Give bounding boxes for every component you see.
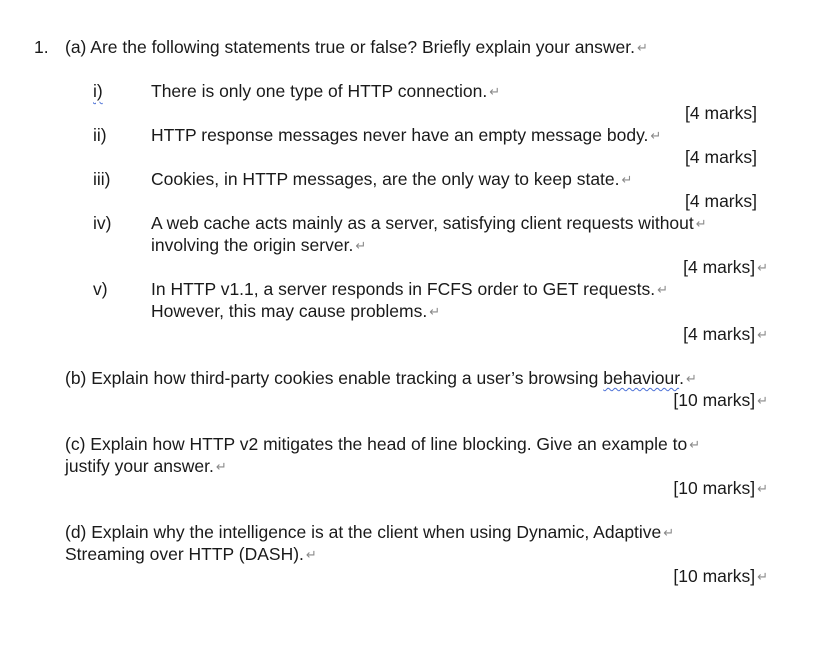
paragraph-mark-icon: ↵ xyxy=(757,481,768,496)
item-marks-ii: [4 marks] xyxy=(685,147,757,167)
part-d-line1: (d) Explain why the intelligence is at the client when using Dynamic, Adaptive ↵ xyxy=(65,522,675,542)
item-marks-iii: [4 marks] xyxy=(685,191,757,211)
item-text-ii: HTTP response messages never have an empty message body. ↵ xyxy=(151,125,662,145)
paragraph-mark-icon: ↵ xyxy=(663,525,675,540)
part-d-line2: Streaming over HTTP (DASH). ↵ xyxy=(65,544,317,564)
part-b-text: (b) Explain how third-party cookies enable tracking a user’s browsing behaviour. ↵ xyxy=(65,368,697,388)
paragraph-mark-icon: ↵ xyxy=(215,459,227,474)
paragraph-mark-icon: ↵ xyxy=(757,260,768,275)
item-index-iv: iv) xyxy=(93,213,112,233)
paragraph-mark-icon: ↵ xyxy=(637,40,648,55)
part-d-marks: [10 marks] ↵ xyxy=(673,566,768,586)
item-marks-v: [4 marks] ↵ xyxy=(683,324,768,344)
item-text-i: There is only one type of HTTP connection. ↵ xyxy=(151,81,501,101)
item-text-v-line2: However, this may cause problems. ↵ xyxy=(151,301,441,321)
item-index-iii: iii) xyxy=(93,169,111,189)
paragraph-mark-icon: ↵ xyxy=(650,128,662,143)
paragraph-mark-icon: ↵ xyxy=(695,216,707,231)
question-number: 1. xyxy=(34,37,49,57)
paragraph-mark-icon: ↵ xyxy=(689,437,701,452)
paragraph-mark-icon: ↵ xyxy=(657,282,669,297)
paragraph-mark-icon: ↵ xyxy=(757,327,768,342)
paragraph-mark-icon: ↵ xyxy=(686,371,697,386)
part-b-marks: [10 marks] ↵ xyxy=(673,390,768,410)
item-marks-i: [4 marks] xyxy=(685,103,757,123)
paragraph-mark-icon: ↵ xyxy=(429,304,441,319)
part-c-marks: [10 marks] ↵ xyxy=(673,478,768,498)
paragraph-mark-icon: ↵ xyxy=(757,393,768,408)
paragraph-mark-icon: ↵ xyxy=(355,238,367,253)
item-index-ii: ii) xyxy=(93,125,107,145)
part-c-line2: justify your answer. ↵ xyxy=(65,456,227,476)
item-text-iv-line2: involving the origin server. ↵ xyxy=(151,235,367,255)
item-marks-iv: [4 marks] ↵ xyxy=(683,257,768,277)
item-text-iv-line1: A web cache acts mainly as a server, satisfying client requests without ↵ xyxy=(151,213,707,233)
paragraph-mark-icon: ↵ xyxy=(621,172,633,187)
part-a-heading: (a) Are the following statements true or false? Briefly explain your answer. ↵ xyxy=(65,37,648,57)
item-text-iii: Cookies, in HTTP messages, are the only way to keep state. ↵ xyxy=(151,169,633,189)
paragraph-mark-icon: ↵ xyxy=(489,84,501,99)
paragraph-mark-icon: ↵ xyxy=(757,569,768,584)
part-c-line1: (c) Explain how HTTP v2 mitigates the head of line blocking. Give an example to ↵ xyxy=(65,434,701,454)
item-text-v-line1: In HTTP v1.1, a server responds in FCFS order to GET requests. ↵ xyxy=(151,279,669,299)
item-index-v: v) xyxy=(93,279,108,299)
spelling-underline: behaviour xyxy=(603,368,680,388)
paragraph-mark-icon: ↵ xyxy=(305,547,317,562)
item-index-i: i) xyxy=(93,81,103,101)
